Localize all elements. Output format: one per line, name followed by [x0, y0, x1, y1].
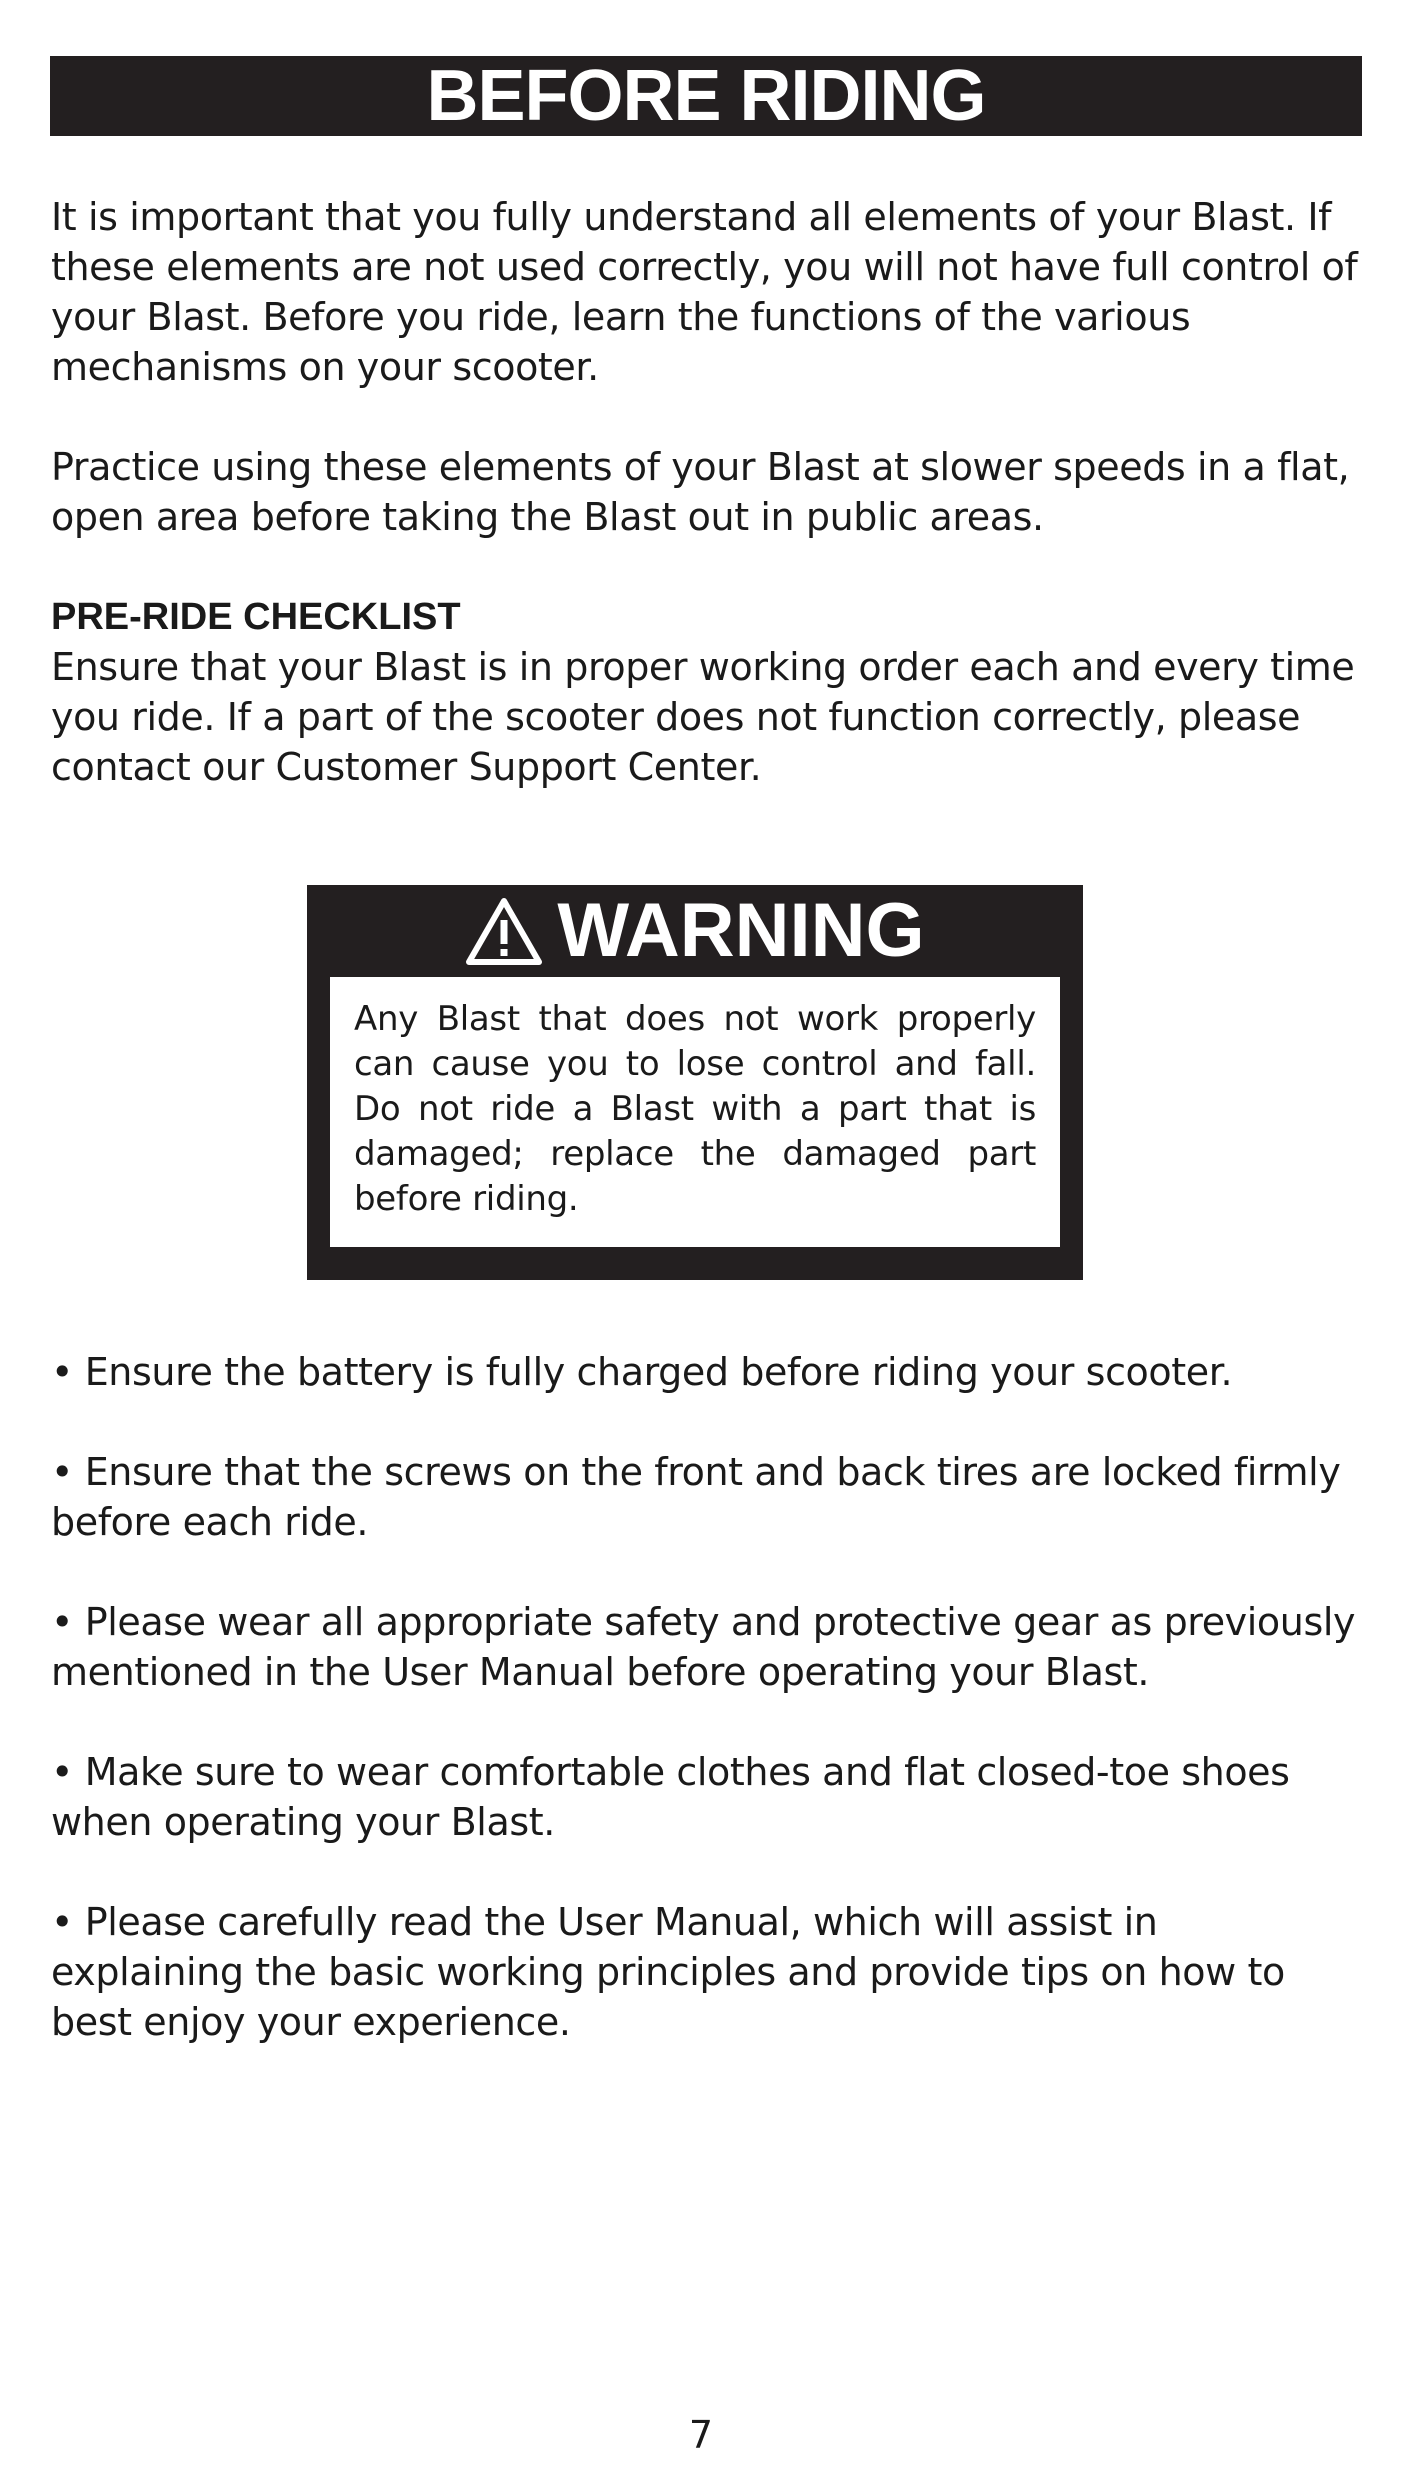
bullet-item: • Please wear all appropriate safety and protective gear as previously mentioned in the User Manual before operating your Blast. [51, 1600, 1356, 1694]
bullet-item: • Please carefully read the User Manual, which will assist in explaining the basic working principles and provide tips on how to best enjoy your experience. [51, 1900, 1285, 2044]
intro-paragraph-1: It is important that you fully understand all elements of your Blast. If these elements are not used correctly, you will not have full control of your Blast. Before you ride, learn the functions of the various mechanisms on your scooter. [51, 195, 1358, 389]
warning-text: Any Blast that does not work properly can cause you to lose control and fall. Do not ride a Blast with a part that is damaged; replace the damaged part before riding. [354, 999, 1036, 1219]
page-title: BEFORE RIDING [426, 56, 986, 136]
warning-label: WARNING [557, 888, 925, 973]
warning-box [307, 885, 1083, 1280]
intro-section [51, 192, 1361, 792]
warning-triangle-icon [465, 896, 543, 966]
intro-paragraph-2: Practice using these elements of your Blast at slower speeds in a flat, open area before taking the Blast out in public areas. [51, 445, 1350, 539]
bullet-item: • Ensure that the screws on the front and back tires are locked firmly before each ride. [51, 1450, 1341, 1544]
checklist-heading: PRE-RIDE CHECKLIST [51, 596, 461, 638]
title-banner [50, 56, 1362, 136]
bullet-item: • Make sure to wear comfortable clothes and flat closed-toe shoes when operating your Blast. [51, 1750, 1290, 1844]
warning-header [307, 885, 1083, 977]
warning-body [330, 977, 1060, 1247]
checklist-paragraph: Ensure that your Blast is in proper working order each and every time you ride. If a part of the scooter does not function correctly, please contact our Customer Support Center. [51, 645, 1355, 789]
bullet-item: • Ensure the battery is fully charged before riding your scooter. [51, 1350, 1233, 1394]
page-number: 7 [688, 2413, 714, 2457]
checklist-bullets [51, 1347, 1361, 2097]
